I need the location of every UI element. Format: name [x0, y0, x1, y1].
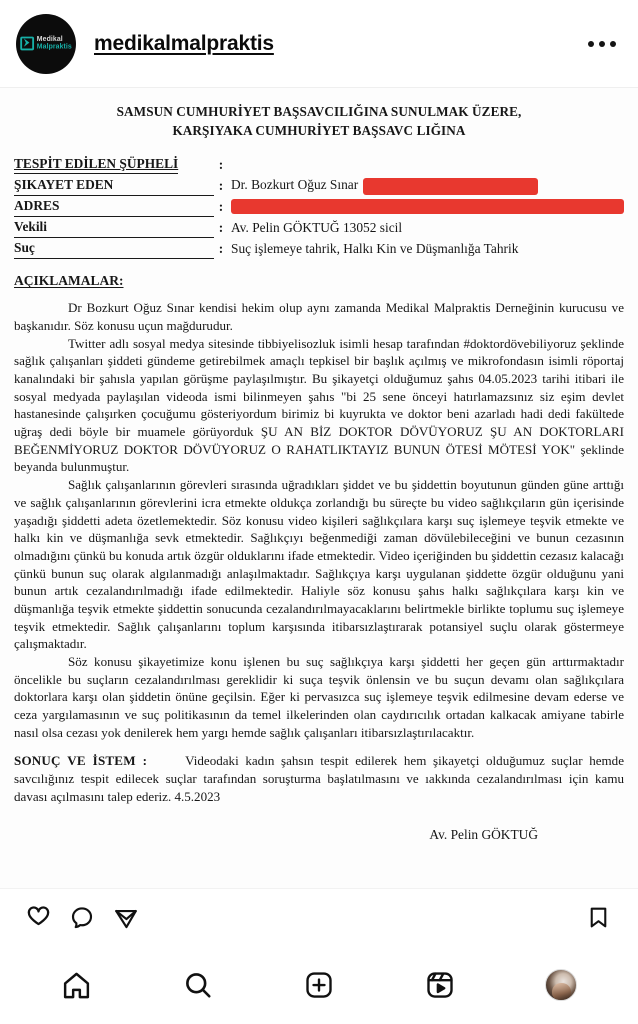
party-colon: : [218, 240, 224, 256]
party-label: ŞIKAYET EDEN [14, 175, 214, 196]
party-label [14, 154, 214, 175]
search-icon[interactable] [172, 959, 224, 1011]
comment-bubble-icon[interactable] [60, 896, 104, 940]
post-username[interactable]: medikalmalpraktis [94, 31, 274, 55]
medikal-malpraktis-logo-icon [20, 37, 34, 51]
party-label: ADRES [14, 196, 214, 217]
party-colon: : [218, 219, 224, 235]
document-paragraph: Dr Bozkurt Oğuz Sınar kendisi hekim olup aynı zamanda Medikal Malpraktis Derneğinin kurucusu ve başkanıdır. Söz konusu uçun mağdurudur. [14, 300, 624, 334]
party-value [228, 175, 624, 196]
share-paperplane-icon[interactable] [104, 896, 148, 940]
avatar-logo-text [37, 36, 72, 51]
table-row [14, 175, 624, 196]
document-title-line2: KARŞIYAKA CUMHURİYET BAŞSAVC LIĞINA [172, 123, 466, 139]
party-label: Suç [14, 238, 214, 259]
conclusion-text: Videodaki kadın şahsın tespit edilerek hem şikayetçi olduğumuz suçlar hemde savcılığınız tespit edilecek suçlar tarafından soruşturma başlatılmasını ve ıakkında cezalandırılması için kamu davası açılmasını talep ederiz. 4.5.2023 [14, 753, 624, 804]
document-title [14, 102, 624, 140]
save-bookmark-icon[interactable] [576, 896, 620, 940]
profile-avatar-image [545, 969, 577, 1001]
avatar-logo-line1: Medikal [36, 35, 63, 44]
document-signature: Av. Pelin GÖKTUĞ [429, 827, 538, 843]
redaction-bar [231, 199, 624, 214]
avatar-logo-line2: Malpraktis [36, 42, 72, 51]
party-value [228, 154, 624, 175]
party-value: Suç işlemeye tahrik, Halkı Kin ve Düşmanlığa Tahrik [231, 240, 519, 256]
party-value-text: Dr. Bozkurt Oğuz Sınar [231, 177, 359, 193]
party-details-table [14, 154, 624, 259]
bottom-navigation-bar [0, 946, 638, 1024]
create-plus-icon[interactable] [293, 959, 345, 1011]
post-header [0, 0, 638, 88]
document-paragraph: Sağlık çalışanlarının görevleri sırasında uğradıkları şiddet ve bu şiddettin boyutunun günden güne arttığı ve sağlık çalışanlarının görevlerini icra etmekte oldukça zorlandığı bu süreçte bu video sağlıkçıların gün içerisinde yaşadığı şiddetti adeta özetlemektedir. Söz konusu video kişileri sağlıkçılara karşı suç işlemeye teşvik etmekte ve halkı kin ve düşmanlığa sevk etmektedir. Sağlıkçıyı beğenmediği zaman dövülebileceğini ve bunun cezasının olmadığını çünkü bu konuda artık özgür olduklarını ifade etmektedir. Video içeriğinden bu şiddettin cezasız kalacağı çünkü bunun suç olarak algılanmadığı anlaşılmaktadır. Sağlıkçıya karşı uygulanan şiddette özgür olduğunu yani bunun artık cezalandırılmadığı ifade edilmektedir. Haliyle söz konusu şahıs halkı sağlıkçılara karşı kin ve düşmanlığa teşvik etmekte şiddettin sonucunda cezalandırılmayacaklarını belirtmekle birlikte toplumu suç işlemeye teşvik etmektedir. Sağlık çalışanlarını toplum karşısında itibarsızlaştırarak potansiyel suçlu olarak göstermeye çalışmaktadır. [14, 477, 624, 652]
document-paragraph: Söz konusu şikayetimize konu işlenen bu suç sağlıkçıya karşı şiddetti her geçen gün arttırmaktadır öncelikle bu suçların cezalandırılması gereklidir ki suça teşvik önlensin ve bu suçun devamı olan sağlıkçılara doktorlara karşı olan şiddetin önüne geçilsin. Eğer ki pervasızca suç işlemeye teşvik edilmesine devam ederse ve ceza yargılamasının ve suç politikasının da temel ilkelerinden olan caydırıcılık ortadan kalkacak amiyane tabirle nasıl olsa cezası yok denilerek hem yargı hemde sağlık çalışanları itibarsızlaştırılacaktır. [14, 653, 624, 740]
home-icon[interactable] [51, 959, 103, 1011]
avatar-logo [20, 36, 72, 51]
document-paragraph: Twitter adlı sosyal medya sitesinde tibbiyelisozluk isimli hesap tarafından #doktordövebiliyoruz şeklinde sağlık çalışanları şiddeti gündeme getirebilmek amaçlı tepkisel bir başlık açılmış ve mikrofondasın isimli röportaj kanalındaki bir şahısla yapılan görüşme paylaşılmıştır. Bu şikayetçi olduğumuz şahıs 04.05.2023 tarihi itibari ile sosyal medyada paylaşılan videoda ismi bilinmeyen şahıs "bi 25 sene önceyi hatırlamazsınız siz eşim devlet hastanesinde çalışırken çocuğumu gösteriyordum birimiz bi kuyrukta ve doktor beni azarladı hadi dedi fakültede uğraş dedi böyle bir muamele görüyorduk ŞU AN BİZ DOKTOR DÖVÜYORUZ ŞU AN DOKTORLARI BEĞENMİYORUZ DOKTOR DÖVÜYORUZ O RAHATLIKTAYIZ BUNUN ÖTESİ MÖTESİ YOK" şeklinde beyanda bulunmuştur. [14, 335, 624, 475]
post-media-document[interactable] [0, 88, 638, 888]
party-value: Av. Pelin GÖKTUĞ 13052 sicil [231, 219, 403, 235]
table-row [14, 196, 624, 217]
more-options-icon[interactable] [582, 31, 622, 57]
like-heart-icon[interactable] [16, 896, 60, 940]
party-label: Vekili [14, 217, 214, 238]
reels-icon[interactable] [414, 959, 466, 1011]
table-row [14, 217, 624, 238]
party-colon: : [218, 198, 224, 214]
avatar[interactable] [16, 14, 76, 74]
party-value [228, 196, 624, 217]
table-row [14, 154, 624, 175]
party-label-text: TESPİT EDİLEN ŞÜPHELİ [14, 154, 178, 174]
profile-avatar[interactable] [535, 959, 587, 1011]
explanations-heading: AÇIKLAMALAR: [14, 273, 124, 289]
post-action-bar [0, 888, 638, 946]
redaction-bar [363, 178, 538, 195]
party-colon: : [218, 157, 224, 173]
party-colon: : [218, 177, 224, 193]
document-title-line1: SAMSUN CUMHURİYET BAŞSAVCILIĞINA SUNULMAK ÜZERE, [116, 104, 522, 119]
document-conclusion [14, 752, 624, 805]
conclusion-label: SONUÇ VE İSTEM : [14, 753, 148, 769]
table-row [14, 238, 624, 259]
